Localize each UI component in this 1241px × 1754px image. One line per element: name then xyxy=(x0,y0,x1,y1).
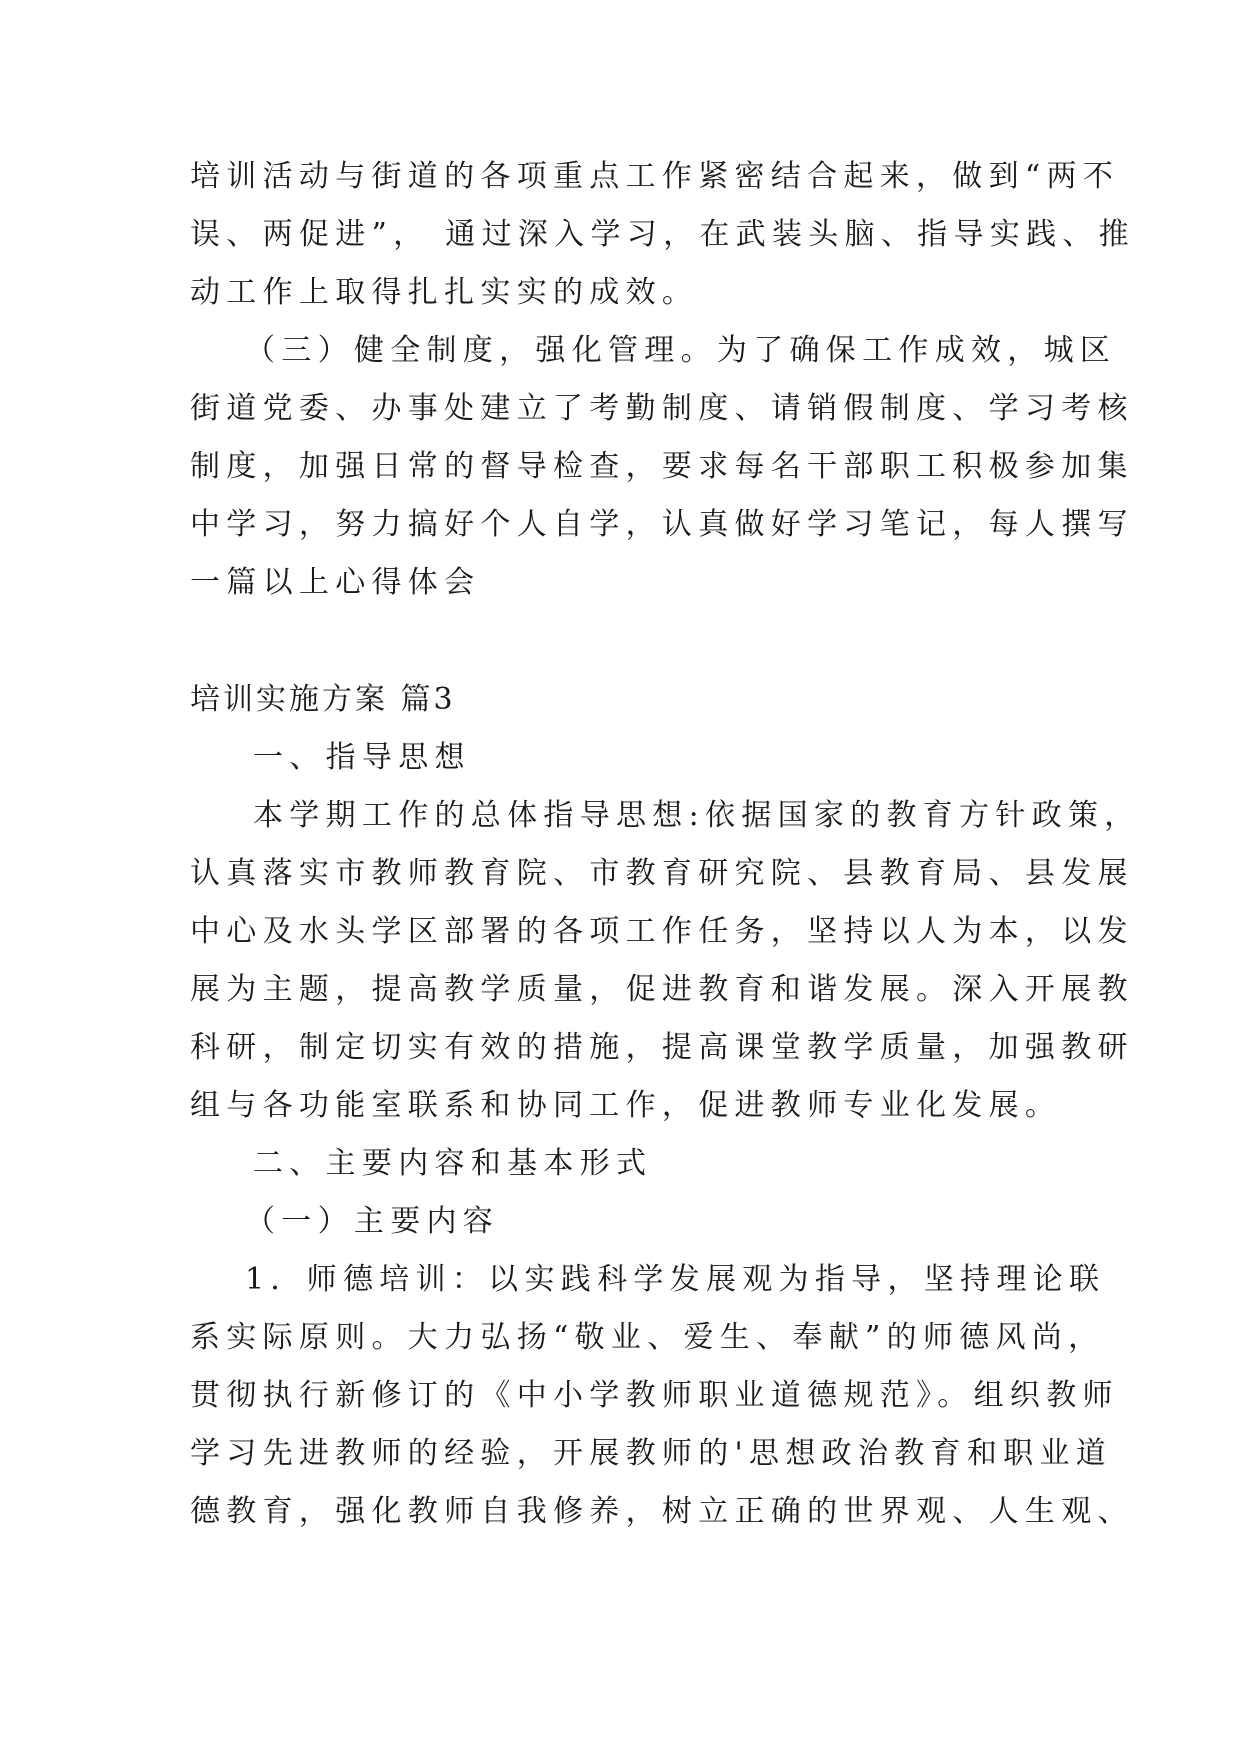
body-text-line: 展为主题，提高教学质量，促进教育和谐发展。深入开展教 xyxy=(190,972,1134,1007)
body-text-line: 制度，加强日常的督导检查，要求每名干部职工积极参加集 xyxy=(190,449,1134,484)
body-text-line: 街道党委、办事处建立了考勤制度、请销假制度、学习考核 xyxy=(190,391,1134,426)
heading-main-content-and-forms: 二、主要内容和基本形式 xyxy=(253,1146,653,1181)
body-text-line: 中学习，努力搞好个人自学，认真做好学习笔记，每人撰写 xyxy=(190,507,1134,542)
body-text-line: 本学期工作的总体指导思想:依据国家的教育方针政策， xyxy=(253,798,1141,833)
subheading-main-content: （一）主要内容 xyxy=(245,1204,500,1239)
subsection-paragraph-start: （三）健全制度，强化管理。为了确保工作成效，城区 xyxy=(245,333,1117,368)
body-text-line: 组与各功能室联系和协同工作，促进教师专业化发展。 xyxy=(190,1088,1062,1123)
body-text-line: 中心及水头学区部署的各项工作任务，坚持以人为本，以发 xyxy=(190,914,1134,949)
body-text-line: 认真落实市教师教育院、市教育研究院、县教育局、县发展 xyxy=(190,856,1134,891)
body-text-line: 培训活动与街道的各项重点工作紧密结合起来，做到“两不 xyxy=(190,159,1120,194)
body-text-line: 误、两促进”， 通过深入学习，在武装头脑、指导实践、推 xyxy=(190,217,1135,252)
body-text-line: 动工作上取得扎扎实实的成效。 xyxy=(190,275,699,310)
section-title: 培训实施方案 篇3 xyxy=(190,682,456,717)
body-text-line: 系实际原则。大力弘扬“敬业、爱生、奉献”的师德风尚， xyxy=(190,1320,1105,1355)
body-text-line: 贯彻执行新修订的《中小学教师职业道德规范》。组织教师 xyxy=(190,1378,1119,1413)
body-text-line: 1．师德培训：以实践科学发展观为指导，坚持理论联 xyxy=(245,1262,1106,1297)
body-text-line: 科研，制定切实有效的措施，提高课堂教学质量，加强教研 xyxy=(190,1030,1134,1065)
body-text-line: 德教育，强化教师自我修养，树立正确的世界观、人生观、 xyxy=(190,1494,1134,1529)
body-text-line: 学习先进教师的经验，开展教师的'思想政治教育和职业道 xyxy=(190,1436,1113,1471)
body-text-line: 一篇以上心得体会 xyxy=(190,565,481,600)
heading-guiding-ideology: 一、指导思想 xyxy=(253,740,471,775)
